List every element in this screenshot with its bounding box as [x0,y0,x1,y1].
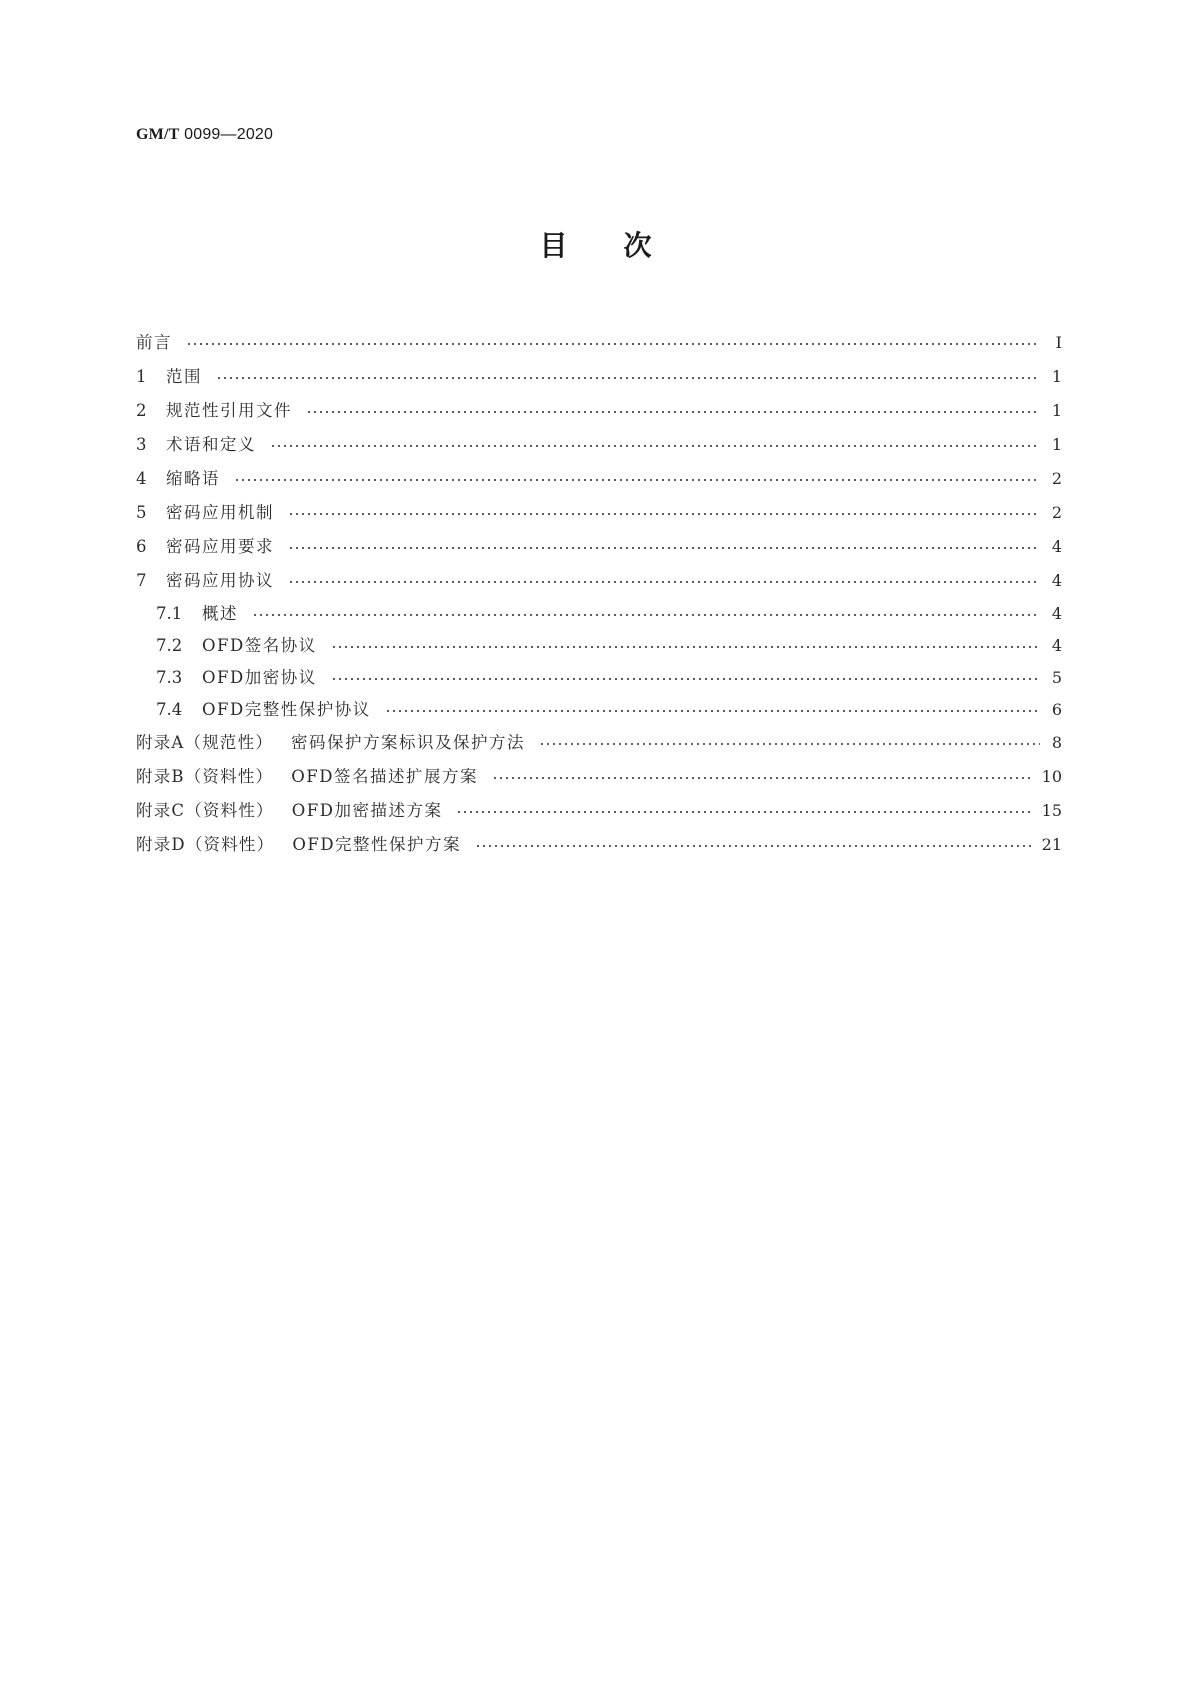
toc-entry-page: Ⅰ [1055,333,1062,352]
toc-dot-leader [270,445,1040,447]
toc-dot-leader [288,547,1040,549]
toc-entry-7-2[interactable] [136,630,1062,662]
toc-entry-foreword[interactable] [136,326,1062,360]
toc-entry-label: OFD加密描述方案 [291,801,443,820]
toc-entry-4[interactable] [136,462,1062,496]
toc-entry-6[interactable] [136,530,1062,564]
toc-entry-number: 4 [136,469,147,488]
toc-annex-tag: 附录B（资料性） [136,767,274,786]
toc-entry-number: 7 [136,571,147,590]
toc-entry-page: 1 [1051,435,1062,454]
toc-dot-leader [252,614,1040,616]
toc-entry-label: 密码应用要求 [166,537,274,556]
toc-entry-5[interactable] [136,496,1062,530]
toc-entry-page: 10 [1041,767,1062,786]
toc-entry-page: 21 [1041,835,1062,854]
table-of-contents [136,326,1062,862]
toc-entry-annex-c[interactable] [136,794,1062,828]
toc-entry-number: 7.2 [156,636,183,655]
toc-entry-number: 7.3 [156,668,183,687]
toc-entry-label: 前言 [136,333,172,352]
toc-entry-number: 7.4 [156,700,183,719]
toc-entry-label: OFD签名协议 [202,636,317,655]
toc-dot-leader [306,411,1040,413]
toc-entry-page: 8 [1051,733,1062,752]
toc-entry-page: 15 [1041,801,1062,820]
toc-entry-number: 6 [136,537,147,556]
document-code-prefix: GM/T [136,126,180,143]
toc-entry-page: 6 [1051,700,1062,719]
toc-entry-annex-b[interactable] [136,760,1062,794]
toc-dot-leader [539,743,1040,745]
toc-dot-leader [288,513,1040,515]
toc-entry-label: OFD加密协议 [202,668,317,687]
toc-entry-page: 2 [1051,469,1062,488]
toc-entry-label: OFD签名描述扩展方案 [291,767,478,786]
toc-dot-leader [216,377,1040,379]
toc-entry-2[interactable] [136,394,1062,428]
toc-entry-label: 密码应用协议 [166,571,274,590]
toc-dot-leader [492,777,1032,779]
toc-entry-label: OFD完整性保护方案 [292,835,462,854]
toc-dot-leader [385,710,1040,712]
toc-entry-page: 2 [1051,503,1062,522]
toc-entry-7-3[interactable] [136,662,1062,694]
toc-entry-label: 缩略语 [166,469,220,488]
toc-entry-page: 4 [1051,604,1062,623]
toc-dot-leader [456,811,1031,813]
toc-entry-1[interactable] [136,360,1062,394]
toc-entry-page: 1 [1051,367,1062,386]
toc-entry-7[interactable] [136,564,1062,598]
toc-annex-tag: 附录A（规范性） [136,733,274,752]
toc-entry-label: 概述 [202,604,238,623]
toc-entry-7-1[interactable] [136,598,1062,630]
toc-entry-annex-a[interactable] [136,726,1062,760]
toc-entry-number: 7.1 [156,604,183,623]
toc-dot-leader [331,646,1040,648]
toc-entry-page: 5 [1051,668,1062,687]
toc-entry-page: 4 [1051,537,1062,556]
toc-entry-number: 2 [136,401,147,420]
toc-entry-number: 1 [136,367,147,386]
toc-entry-label: 规范性引用文件 [166,401,292,420]
toc-entry-page: 4 [1051,636,1062,655]
toc-entry-label: 密码保护方案标识及保护方法 [291,733,526,752]
toc-entry-annex-d[interactable] [136,828,1062,862]
toc-entry-3[interactable] [136,428,1062,462]
toc-entry-number: 5 [136,503,147,522]
toc-entry-page: 1 [1051,401,1062,420]
toc-entry-number: 3 [136,435,147,454]
document-code-number: 0099—2020 [184,126,274,143]
toc-entry-label: OFD完整性保护协议 [202,700,371,719]
toc-annex-tag: 附录C（资料性） [136,801,274,820]
page-title: 目 次 [539,229,652,262]
document-code [136,126,273,144]
toc-entry-label: 密码应用机制 [166,503,274,522]
toc-entry-7-4[interactable] [136,694,1062,726]
toc-annex-tag: 附录D（资料性） [136,835,275,854]
toc-dot-leader [475,845,1032,847]
toc-entry-page: 4 [1051,571,1062,590]
toc-entry-label: 范围 [166,367,202,386]
toc-dot-leader [288,581,1040,583]
toc-dot-leader [331,678,1040,680]
toc-dot-leader [234,479,1040,481]
toc-entry-label: 术语和定义 [166,435,256,454]
toc-dot-leader [186,343,1040,345]
